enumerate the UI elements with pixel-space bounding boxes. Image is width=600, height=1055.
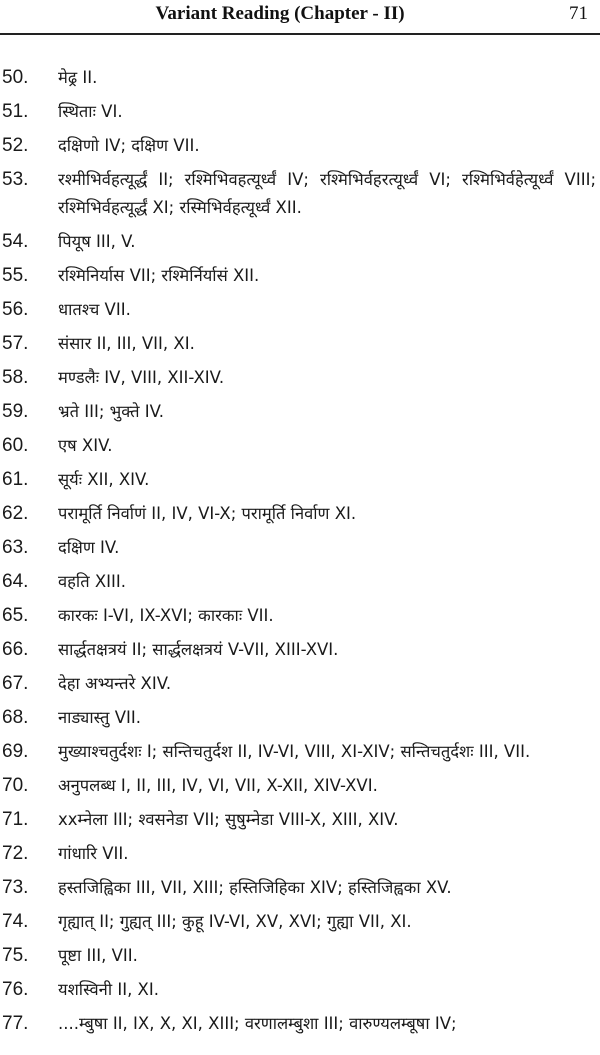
entry-number: 53. (2, 169, 29, 190)
list-item (0, 166, 600, 222)
entry-number: 55. (2, 265, 29, 286)
list-item (0, 602, 600, 630)
list-item (0, 364, 600, 392)
entry-text: अनुपलब्ध I, II, III, IV, VI, VII, X-XII, XIV-XVI. (58, 776, 378, 795)
running-title: Variant Reading (Chapter - II) (155, 3, 405, 24)
entry-number: 70. (2, 775, 29, 796)
entry-text: मण्डलैः IV, VIII, XII-XIV. (58, 368, 225, 387)
entry-number: 76. (2, 979, 29, 1000)
entry-text: देहा अभ्यन्तरे XIV. (58, 674, 172, 693)
list-item (0, 942, 600, 970)
entry-number: 65. (2, 605, 29, 626)
entry-number: 64. (2, 571, 29, 592)
entry-text: संसार II, III, VII, XI. (58, 334, 195, 353)
list-item (0, 908, 600, 936)
list-item (0, 670, 600, 698)
list-item (0, 64, 600, 92)
list-item (0, 704, 600, 732)
entry-text: एष XIV. (58, 436, 113, 455)
entry-text: गृह्यात् II; गुह्यत् III; कुहू IV-VI, XV, XVI; गुह्या VII, XI. (58, 912, 412, 931)
header-rule (0, 33, 600, 35)
entry-number: 74. (2, 911, 29, 932)
entry-number: 71. (2, 809, 29, 830)
list-item (0, 806, 600, 834)
entry-number: 68. (2, 707, 29, 728)
list-item (0, 262, 600, 290)
entry-number: 60. (2, 435, 29, 456)
entry-number: 62. (2, 503, 29, 524)
entry-text: सार्द्धतक्षत्रयं II; सार्द्धलक्षत्रयं V-VII, XIII-XVI. (58, 640, 339, 659)
entry-number: 51. (2, 101, 29, 122)
entry-number: 69. (2, 741, 29, 762)
entry-number: 54. (2, 231, 29, 252)
list-item (0, 840, 600, 868)
entry-text: यशस्विनी II, XI. (58, 980, 159, 999)
list-item (0, 398, 600, 426)
list-item (0, 738, 600, 766)
entry-number: 50. (2, 67, 29, 88)
entry-text: मेढ्र II. (58, 68, 98, 87)
entry-text: नाड्यास्तु VII. (58, 708, 141, 727)
list-item (0, 330, 600, 358)
entry-text: गांधारि VII. (58, 844, 129, 863)
entry-number: 59. (2, 401, 29, 422)
entry-number: 61. (2, 469, 29, 490)
list-item (0, 132, 600, 160)
list-item (0, 772, 600, 800)
entry-text: स्थिताः VI. (58, 102, 123, 121)
list-item (0, 874, 600, 902)
entry-text: मुख्याश्चतुर्दशः I; सन्तिचतुर्दश II, IV-VI, VIII, XI-XIV; सन्तिचतुर्दशः III, VII. (58, 742, 531, 761)
entry-number: 77. (2, 1013, 29, 1034)
page-number: 71 (569, 3, 588, 24)
list-item (0, 296, 600, 324)
list-item (0, 432, 600, 460)
entry-number: 72. (2, 843, 29, 864)
entry-text: हस्तजिह्विका III, VII, XIII; हस्तिजिहिका XIV; हस्तिजिह्वका XV. (58, 878, 452, 897)
list-item (0, 534, 600, 562)
entry-text: xxम्नेला III; श्वसनेडा VII; सुषुम्नेडा VIII-X, XIII, XIV. (58, 810, 399, 829)
entry-text: धातश्च VII. (58, 300, 131, 319)
entry-number: 73. (2, 877, 29, 898)
list-item (0, 976, 600, 1004)
variant-reading-list (0, 64, 600, 1044)
entry-text: परामूर्ति निर्वाणं II, IV, VI-X; परामूर्ति निर्वाण XI. (58, 504, 357, 523)
entry-text: सूर्यः XII, XIV. (58, 470, 150, 489)
list-item (0, 500, 600, 528)
list-item (0, 568, 600, 596)
list-item (0, 98, 600, 126)
entry-text: रश्मिनिर्यास VII; रश्मिर्निर्यासं XII. (58, 266, 260, 285)
list-item (0, 466, 600, 494)
entry-text: कारकः I-VI, IX-XVI; कारकाः VII. (58, 606, 274, 625)
entry-number: 66. (2, 639, 29, 660)
list-item (0, 1010, 600, 1038)
entry-number: 67. (2, 673, 29, 694)
entry-number: 52. (2, 135, 29, 156)
page-header (0, 0, 600, 34)
entry-text: पियूष III, V. (58, 232, 136, 251)
entry-text: दक्षिणो IV; दक्षिण VII. (58, 136, 200, 155)
entry-number: 75. (2, 945, 29, 966)
entry-number: 58. (2, 367, 29, 388)
entry-text: पूष्टा III, VII. (58, 946, 138, 965)
list-item (0, 636, 600, 664)
entry-number: 56. (2, 299, 29, 320)
entry-text: ....म्बुषा II, IX, X, XI, XIII; वरणालम्बुशा III; वारुण्यलम्बूषा IV; (58, 1014, 457, 1033)
list-item (0, 228, 600, 256)
entry-text: वहति XIII. (58, 572, 127, 591)
entry-text: रश्मीभिर्वहत्यूर्द्धं II; रश्मिभिवहत्यूर्ध्वं IV; रश्मिभिर्वहरत्यूर्ध्वं VI; रश्मिभिर्वहेत्यूर्ध्वं VIII; रश्मिभिर्वहत्यूर्द्धं XI; रस्मिभिर्वहत्यूर्ध्वं XII. (58, 170, 596, 217)
entry-number: 63. (2, 537, 29, 558)
entry-number: 57. (2, 333, 29, 354)
entry-text: दक्षिण IV. (58, 538, 120, 557)
entry-text: भ्रते III; भुक्ते IV. (58, 402, 165, 421)
